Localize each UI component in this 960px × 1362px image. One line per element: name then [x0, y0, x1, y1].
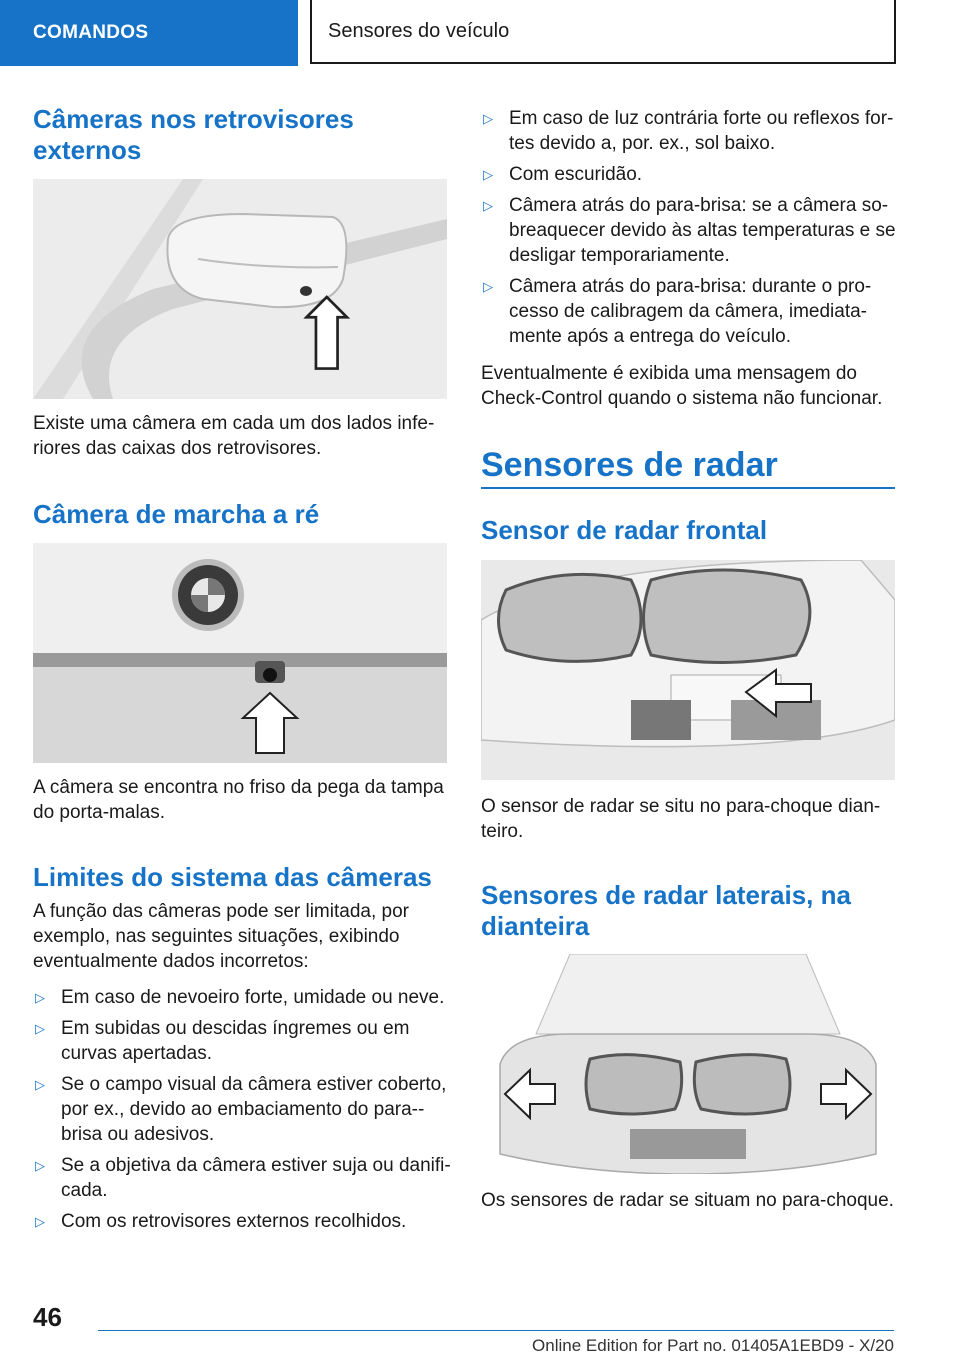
check-control-text: Eventualmente é exibida uma mensagem do Check-Control quando o sistema não funcionar. — [481, 363, 883, 409]
side-radar-image — [490, 954, 886, 1174]
triangle-right-icon: ▷ — [483, 111, 493, 126]
heading-rear-camera: Câmera de marcha a ré — [33, 499, 320, 529]
heading-side-radar: Sensores de radar laterais, na dianteira — [481, 880, 851, 941]
list-item: ▷ Com os retrovisores externos recolhidos. — [35, 1211, 407, 1232]
list-item: ▷ Com escuridão. — [483, 164, 643, 185]
rear-camera-text: A câmera se encontra no friso da pega da tampa do porta-malas. — [33, 777, 444, 823]
section-tab: COMANDOS — [0, 0, 298, 66]
heading-camera-limits: Limites do sistema das câmeras — [33, 862, 432, 892]
triangle-right-icon: ▷ — [483, 198, 493, 213]
list-item: ▷ Se a objetiva da câmera estiver suja ou danifi-cada. — [35, 1155, 451, 1201]
triangle-right-icon: ▷ — [483, 279, 493, 294]
camera-limits-intro: A função das câmeras pode ser limitada, por exemplo, nas seguintes situações, exibindo eventualmente dados incorretos: — [33, 901, 409, 972]
triangle-right-icon: ▷ — [35, 990, 45, 1005]
triangle-right-icon: ▷ — [483, 167, 493, 182]
footer-edition: Online Edition for Part no. 01405A1EBD9 - X/20 — [532, 1336, 894, 1355]
page-number: 46 — [33, 1302, 62, 1332]
list-item: ▷ Se o campo visual da câmera estiver coberto, por ex., devido ao embaciamento do para--brisa ou adesivos. — [35, 1074, 447, 1145]
triangle-right-icon: ▷ — [35, 1077, 45, 1092]
heading-mirror-cameras: Câmeras nos retrovisores externos — [33, 104, 354, 165]
front-radar-image — [481, 560, 895, 780]
heading-radar-sensors: Sensores de radar — [481, 446, 778, 484]
heading-front-radar: Sensor de radar frontal — [481, 515, 768, 545]
list-item: ▷ Câmera atrás do para-brisa: se a câmera so-breaquecer devido às altas temperaturas e se desligar temporariamente. — [483, 195, 896, 266]
triangle-right-icon: ▷ — [35, 1214, 45, 1229]
section-rule — [481, 487, 895, 489]
list-item: ▷ Em caso de nevoeiro forte, umidade ou neve. — [35, 987, 445, 1008]
list-item: ▷ Câmera atrás do para-brisa: durante o pro-cesso de calibragem da câmera, imediata-mente após a entrega do veículo. — [483, 276, 872, 347]
mirror-camera-image — [33, 179, 447, 399]
list-item: ▷ Em caso de luz contrária forte ou reflexos for-tes devido a, por. ex., sol baixo. — [483, 108, 894, 154]
list-item: ▷ Em subidas ou descidas íngremes ou em curvas apertadas. — [35, 1018, 410, 1064]
side-radar-text: Os sensores de radar se situam no para-choque. — [481, 1190, 894, 1211]
rear-camera-image — [33, 543, 447, 763]
triangle-right-icon: ▷ — [35, 1021, 45, 1036]
triangle-right-icon: ▷ — [35, 1158, 45, 1173]
camera-limits-list-continued — [481, 106, 897, 355]
camera-limits-list — [33, 985, 453, 1240]
mirror-camera-text: Existe uma câmera em cada um dos lados infe-riores das caixas dos retrovisores. — [33, 413, 435, 459]
chapter-title: Sensores do veículo — [310, 0, 896, 64]
front-radar-text: O sensor de radar se situ no para-choque dian-teiro. — [481, 796, 881, 842]
footer-rule — [98, 1330, 894, 1331]
